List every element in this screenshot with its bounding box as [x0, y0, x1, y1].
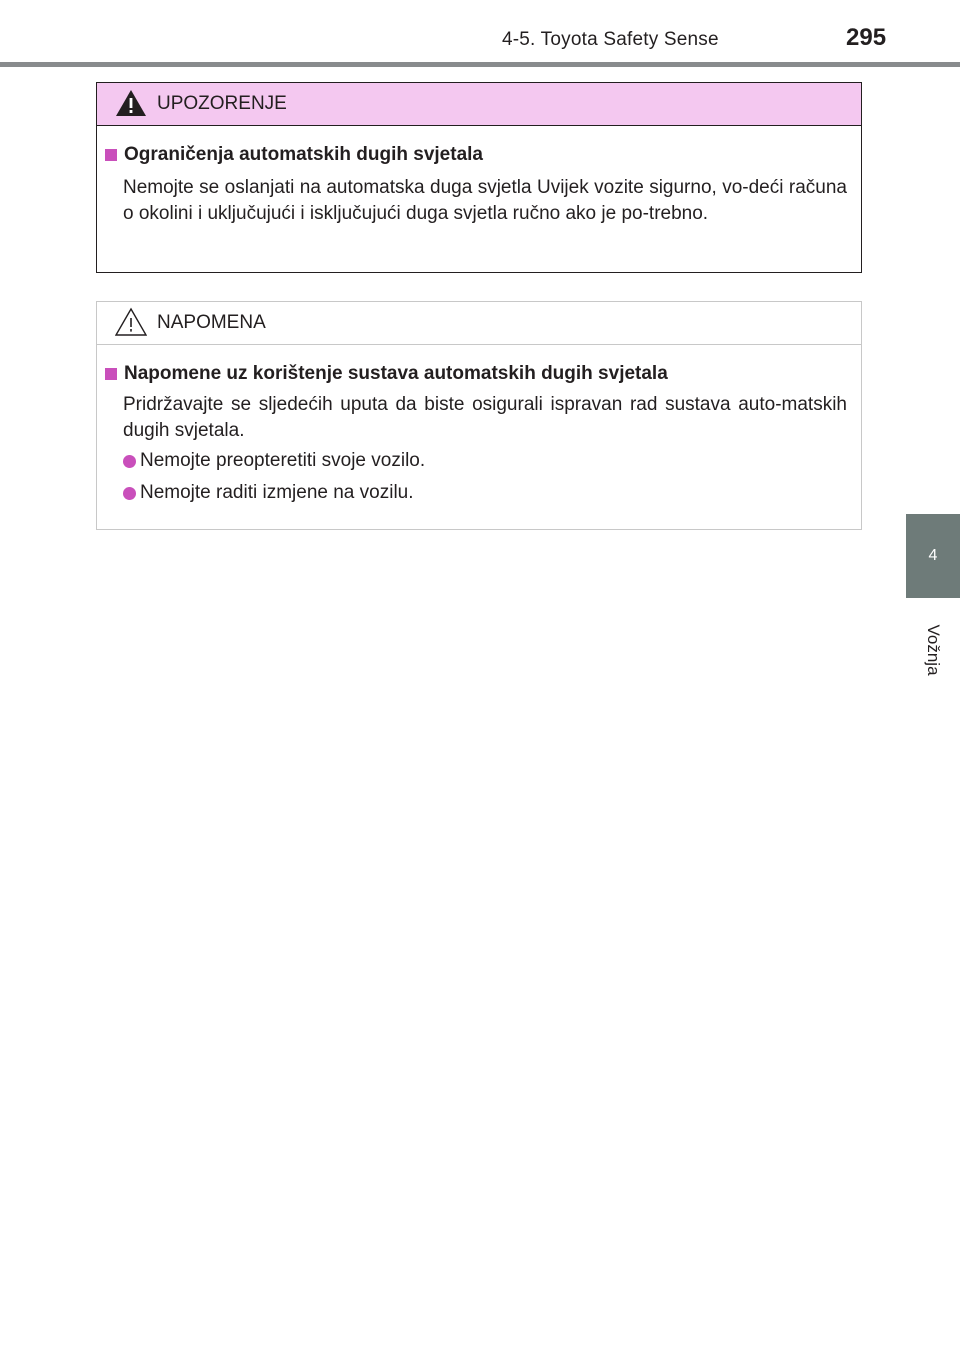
warning-header — [97, 83, 861, 126]
notice-paragraph: Pridržavajte se sljedećih uputa da biste osigurali ispravan rad sustava auto-matskih dugih svjetala. — [123, 394, 847, 441]
notice-heading-text: Napomene uz korištenje sustava automatskih dugih svjetala — [124, 363, 668, 384]
warning-box — [96, 82, 862, 273]
warning-heading-text: Ograničenja automatskih dugih svjetala — [124, 144, 483, 165]
list-item — [123, 450, 425, 472]
warning-paragraph: Nemojte se oslanjati na automatska duga svjetla Uvijek vozite sigurno, vo-deći računa o okolini i uključujući i isključujući duga svjetla ručno ako je po-trebno. — [123, 177, 847, 224]
square-bullet-icon — [105, 368, 117, 380]
list-item-text: Nemojte preopteretiti svoje vozilo. — [140, 450, 426, 471]
warning-heading — [105, 144, 483, 166]
warning-triangle-icon — [115, 88, 147, 118]
header-divider — [0, 62, 960, 67]
notice-header — [97, 302, 861, 345]
notice-box — [96, 301, 862, 530]
notice-title: NAPOMENA — [157, 312, 266, 333]
list-item — [123, 482, 414, 504]
round-bullet-icon — [123, 455, 136, 468]
list-item-text: Nemojte raditi izmjene na vozilu. — [140, 482, 414, 503]
notice-heading — [105, 363, 668, 385]
section-title: 4-5. Toyota Safety Sense — [502, 29, 719, 50]
round-bullet-icon — [123, 487, 136, 500]
warning-title: UPOZORENJE — [157, 93, 287, 114]
chapter-label: Vožnja — [924, 624, 943, 676]
notice-triangle-icon — [115, 307, 147, 337]
chapter-tab — [906, 514, 960, 598]
page-number: 295 — [846, 24, 887, 51]
square-bullet-icon — [105, 149, 117, 161]
chapter-number: 4 — [928, 547, 938, 564]
